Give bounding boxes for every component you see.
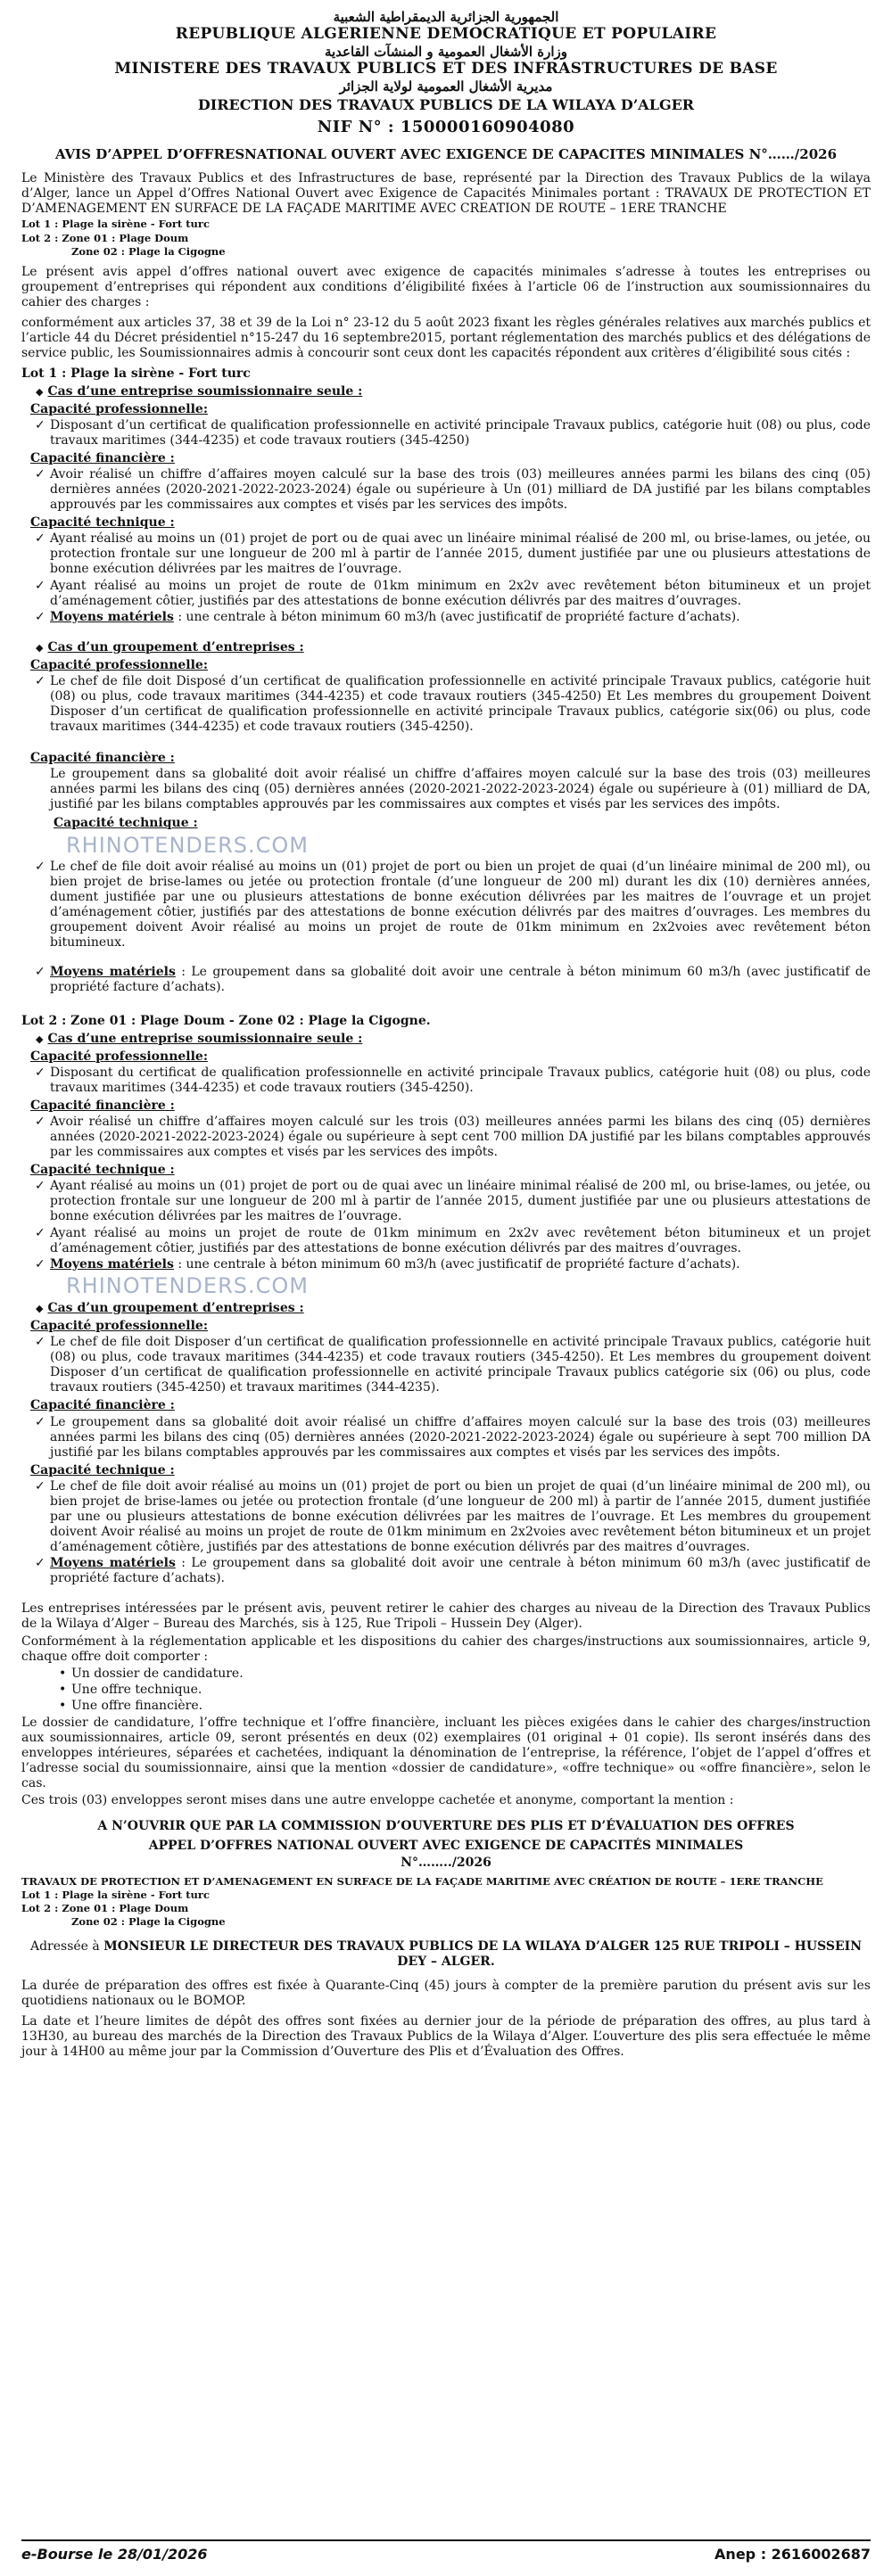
avis-title: AVIS D’APPEL D’OFFRESNATIONAL OUVERT AVEC EXIGENCE DE CAPACITES MINIMALES N°……/2026: [54, 145, 838, 162]
ministry-name: MINISTERE DES TRAVAUX PUBLICS ET DES INFRASTRUCTURES DE BASE: [114, 60, 778, 78]
duree-paragraph: La durée de préparation des offres est fixée à Quarante-Cinq (45) jours à compter de la première parution du présent avis sur les quotidiens nationaux ou le BOMOP.: [21, 1978, 871, 2008]
adresse-paragraph: [21, 1939, 871, 1970]
intro-paragraph: Le Ministère des Travaux Publics et des Infrastructures de base, représenté par la Direction des Travaux Publics de la wilaya d’Alger, lance un Appel d’Offres National Ouvert avec Exigence de Capacités Minimales portant : TRAVAUX DE PROTECTION ET D’AMENAGEMENT EN SURFACE DE LA FAÇADE MARITIME AVEC CREATION DE ROUTE – 1ERE TRANCHE: [21, 171, 871, 217]
lot-1-cap-pro-label: Capacité professionnelle:: [30, 401, 208, 416]
lot-2-case-single: ◆ Cas d’une entreprise soumissionnaire seule :: [36, 1032, 871, 1047]
lot-2-case-group: ◆ Cas d’un groupement d’entreprises :: [36, 1301, 871, 1316]
lot-2-cap-tech-1: ✓ Ayant réalisé au moins un (01) projet de port ou de quai avec un linéaire minimal réalisé de 200 ml, ou brise-lames, ou jetée, ou protection frontale sur une longueur de 200 ml à partir de l’année 2015, dument justifiée par une ou plusieurs attestations de bonne exécution délivrées par les maitres de l’ouvrage.: [50, 1179, 871, 1224]
intro-lot-1: Lot 1 : Plage la sirène - Fort turc: [21, 218, 210, 231]
lot-2-section: [21, 1014, 871, 1586]
lot-1-grp-moyens-label: Moyens matériels: [50, 965, 176, 980]
direction-name: DIRECTION DES TRAVAUX PUBLICS DE LA WILAYA D’ALGER: [197, 96, 695, 114]
offer-part-financiere: • Une offre financière.: [71, 1699, 871, 1714]
offer-part-candidature: • Un dossier de candidature.: [71, 1667, 871, 1682]
lot-1-grp-moyens: [50, 965, 871, 995]
lot-1-cap-fin: ✓ Avoir réalisé un chiffre d’affaires moyen calculé sur la base des trois (03) meilleures années parmi les bilans des cinq (05) dernières années (2020-2021-2022-2023-2024) égale ou supérieure à Un (01) milliard de DA justifié par les bilans comptables approuvés par les commissaires aux comptes et visés par les services des impôts.: [50, 467, 871, 513]
lot-2-grp-fin-label: Capacité financière :: [30, 1398, 175, 1413]
mention-lot-2: Lot 2 : Zone 01 : Plage Doum: [21, 1902, 189, 1915]
lot-1-grp-fin-label: Capacité financière :: [30, 751, 175, 766]
lot-2-grp-tech-label: Capacité technique :: [30, 1462, 175, 1477]
lot-1-grp-tech: ✓ Le chef de file doit avoir réalisé au moins un (01) projet de port ou bien un projet de quai (d’un linéaire minimal de 200 ml), ou bien projet de brise-lames ou jetée ou protection frontale (d’une longueur de 200 ml) durant les dix (10) dernières années, dument justifiée par une ou plusieurs attestations de bonne exécution délivrées par les maitres de l’ouvrage et un projet d’aménagement côtier, justifiés par des attestations de bonne exécution délivrés par des maitres d’ouvrages. Les membres du groupement doivent Avoir réalisé au moins un projet de route de 01km minimum en 2x2voies avec revêtement béton bitumineux.: [50, 860, 871, 951]
footer-bourse-date: e-Bourse le 28/01/2026: [21, 2546, 208, 2564]
lot-1-grp-pro-label: Capacité professionnelle:: [30, 657, 208, 672]
arabic-header-line: الجمهورية الجزائرية الديمقراطية الشعبية: [333, 9, 559, 25]
lot-2-cap-fin: ✓ Avoir réalisé un chiffre d’affaires moyen calculé sur les trois (03) meilleures années parmi les bilans des cinq (05) dernières années (2020-2021-2022-2023-2024) égale ou supérieure à sept cent 700 million DA justifié par les bilans comptables approuvés par les commissaires aux comptes et visés par les services des impôts.: [50, 1115, 871, 1160]
arabic-ministry-line: وزارة الأشغال العمومية و المنشآت القاعدية: [324, 44, 568, 61]
conformement-paragraph: Conformément à la réglementation applicable et les dispositions du cahier des charges/instructions aux soumissionnaires, article 9, chaque offre doit comporter :: [21, 1634, 871, 1664]
lot-1-cap-fin-label: Capacité financière :: [30, 450, 175, 465]
lot-2-cap-pro-label: Capacité professionnelle:: [30, 1049, 208, 1064]
mention-line-3: N°……../2026: [401, 1855, 491, 1870]
arabic-direction-line: مديرية الأشغال العمومية لولاية الجزائر: [339, 78, 553, 95]
mention-objet: TRAVAUX DE PROTECTION ET D’AMENAGEMENT EN SURFACE DE LA FAÇADE MARITIME AVEC CRÉATION DE ROUTE – 1ERE TRANCHE: [21, 1874, 823, 1888]
adresse-text: MONSIEUR LE DIRECTEUR DES TRAVAUX PUBLICS DE LA WILAYA D’ALGER 125 RUE TRIPOLI – HUSSEIN DEY – ALGER.: [103, 1938, 863, 1969]
lot-2-cap-tech-2: ✓ Ayant réalisé au moins un projet de route de 01km minimum en 2x2v avec revêtement béton bitumineux et un projet d’aménagement côtier, justifiés par des attestations de bonne exécution délivrés par des maitres d’ouvrages.: [50, 1226, 871, 1256]
nif-number: NIF N° : 150000160904080: [317, 117, 575, 136]
lot-1-moyens-label: Moyens matériels: [50, 609, 174, 624]
lot-1-grp-pro: ✓ Le chef de file doit Disposé d’un certificat de qualification professionnelle en activité principale Travaux publics, catégorie huit (08) ou plus, code travaux maritimes (344-4235) et code travaux routiers (345-4250) Et Les membres du groupement Doivent Disposer d’un certificat de qualification professionnelle en activité principale Travaux publics, catégorie six(06) ou plus, code travaux maritimes (344-4235) et code travaux routiers (345-4250).: [50, 674, 871, 735]
mention-line-2: APPEL D’OFFRES NATIONAL OUVERT AVEC EXIGENCE DE CAPACITÉS MINIMALES: [148, 1838, 744, 1853]
mention-line-1: A N’OUVRIR QUE PAR LA COMMISSION D’OUVERTURE DES PLIS ET D’ÉVALUATION DES OFFRES: [97, 1819, 795, 1834]
lot-2-title: Lot 2 : Zone 01 : Plage Doum - Zone 02 : Plage la Cigogne.: [21, 1014, 431, 1029]
lot-1-cap-tech-2: ✓ Ayant réalisé au moins un projet de route de 01km minimum en 2x2v avec revêtement béton bitumineux et un projet d’aménagement côtier, justifiés par des attestations de bonne exécution délivrés par des maitres d’ouvrages.: [50, 579, 871, 609]
eligibility-paragraph: Le présent avis appel d’offres national ouvert avec exigence de capacités minimales s’adresse à toutes les entreprises ou groupement d’entreprises qui répondent aux conditions d’éligibilité fixées à l’article 06 de l’instruction aux soumissionnaires du cahier des charges :: [21, 265, 871, 310]
lot-2-grp-pro: ✓ Le chef de file doit Disposer d’un certificat de qualification professionnelle en activité principale Travaux publics, catégorie huit (08) ou plus, code travaux maritimes (344-4235) et code travaux routiers (345-4250). Et Les membres du groupement doivent Disposer d’un certificat de qualification professionnelle en activité principale Travaux publics catégorie six (06) ou plus, code travaux routiers (345-4250) et travaux maritimes (344-4235).: [50, 1335, 871, 1395]
lot-2-cap-pro: ✓ Disposant du certificat de qualification professionnelle en activité principale Travaux publics, catégorie huit (08) ou plus, code travaux maritimes (344-4235) et code travaux routiers (345-4250).: [50, 1066, 871, 1096]
lot-2-moyens: [50, 1257, 871, 1272]
intro-lot-2-zone-2: Zone 02 : Plage la Cigogne: [71, 244, 226, 258]
intro-lot-2: Lot 2 : Zone 01 : Plage Doum: [21, 231, 189, 244]
lot-1-grp-moyens-text: : Le groupement dans sa globalité doit avoir une centrale à béton minimum 60 m3/h (avec justificatif de propriété facture d’achats).: [50, 965, 871, 995]
legal-basis-paragraph: conformément aux articles 37, 38 et 39 de la Loi n° 23-12 du 5 août 2023 fixant les règles générales relatives aux marchés publics et l’article 44 du Décret présidentiel n°15-247 du 16 septembre2015, portant réglementation des marchés publics et des délégations de service public, les Soumissionnaires admis à concourir sont ceux dont les capacités répondent aux critères d’éligibilité sous cités :: [21, 316, 871, 361]
lot-2-grp-moyens: [50, 1556, 871, 1586]
lot-2-cap-tech-label: Capacité technique :: [30, 1163, 175, 1178]
lot-1-cap-pro: ✓ Disposant d’un certificat de qualification professionnelle en activité principale Travaux publics, catégorie huit (08) ou plus, code travaux maritimes (344-4235) et code travaux routiers (345-4250): [50, 418, 871, 449]
adresse-label: Adressée à: [29, 1938, 104, 1954]
lot-1-section: [21, 366, 871, 995]
date-paragraph: La date et l’heure limites de dépôt des offres sont fixées au dernier jour de la période de préparation des offres, au plus tard à 13H30, au bureau des marchés de la Direction des Travaux Publics de la Wilaya d’Alger. L’ouverture des plis sera effectuée le même jour à 14H00 au même jour par la Commission d’Ouverture des Plis et d’Évaluation des Offres.: [21, 2013, 871, 2059]
footer-bar: [21, 2539, 871, 2568]
lot-2-moyens-text: : une centrale à béton minimum 60 m3/h (avec justificatif de propriété facture d’achats).: [173, 1256, 740, 1272]
lot-2-moyens-label: Moyens matériels: [50, 1256, 174, 1272]
lot-1-moyens: [50, 610, 871, 625]
lot-1-grp-tech-label: Capacité technique :: [54, 815, 198, 830]
dossier-paragraph: Le dossier de candidature, l’offre technique et l’offre financière, incluant les pièces exigées dans le cahier des charges/instruction aux soumissionnaires, article 09, seront présentés en deux (02) exemplaires (01 original + 01 copie). Ils seront insérés dans des enveloppes intérieures, séparées et cachetées, indiquant la dénomination de l’entreprise, la référence, l’objet de l’appel d’offres et l’adresse social du soumissionnaire, ainsi que la mention «dossier de candidature», «offre technique» ou «offre financière», selon le cas.: [21, 1715, 871, 1791]
lot-2-grp-moyens-text: : Le groupement dans sa globalité doit avoir une centrale à béton minimum 60 m3/h (avec justificatif de propriété facture d’achats).: [50, 1556, 871, 1586]
envelope-mention: [21, 1819, 871, 1928]
mention-lot-2-zone-2: Zone 02 : Plage la Cigogne: [71, 1915, 226, 1929]
lot-1-case-single: ◆ Cas d’une entreprise soumissionnaire seule :: [36, 384, 871, 399]
lot-2-grp-moyens-label: Moyens matériels: [50, 1556, 176, 1571]
lot-2-cap-fin-label: Capacité financière :: [30, 1098, 175, 1113]
mention-lot-1: Lot 1 : Plage la sirène - Fort turc: [21, 1888, 210, 1901]
lot-1-case-group: ◆ Cas d’un groupement d’entreprises :: [36, 640, 871, 655]
watermark-rhinotenders-1: RHINOTENDERS.COM: [66, 832, 309, 858]
lot-1-grp-fin: Le groupement dans sa globalité doit avoir réalisé un chiffre d’affaires moyen calculé sur la base des trois (03) meilleures années parmi les bilans des cinq (05) dernières années (2020-2021-2022-2023-2024) égale ou supérieure à (01) milliard de DA, justifié par les bilans comptables approuvés par les commissaires aux comptes et visés par les services des impôts.: [50, 767, 871, 812]
watermark-rhinotenders-2: RHINOTENDERS.COM: [66, 1272, 309, 1298]
lot-2-grp-tech: ✓ Le chef de file doit avoir réalisé au moins un (01) projet de port ou bien un projet de quai (d’un linéaire minimal de 200 ml), ou bien projet de brise-lames ou jetée ou protection frontale (d’une longueur de 200 ml) à partir de l’année 2015, dument justifiée par une ou plusieurs attestations de bonne exécution délivrées par les maitres de l’ouvrage. Et Les membres du groupement doivent Avoir réalisé au moins un projet de route de 01km minimum en 2x2voies avec revêtement béton bitumineux et un projet d’aménagement côtière, justifiés par des attestations de bonne exécution délivrés par des maitres d’ouvrages.: [50, 1479, 871, 1555]
lot-1-moyens-text: : une centrale à béton minimum 60 m3/h (avec justificatif de propriété facture d’achats).: [173, 609, 740, 624]
lot-2-grp-pro-label: Capacité professionnelle:: [30, 1319, 208, 1334]
lot-1-cap-tech-label: Capacité technique :: [30, 515, 175, 531]
republic-name: REPUBLIQUE ALGERIENNE DEMOCRATIQUE ET POPULAIRE: [175, 25, 717, 44]
offer-part-technique: • Une offre technique.: [71, 1683, 871, 1698]
enveloppes-paragraph: Ces trois (03) enveloppes seront mises dans une autre enveloppe cachetée et anonyme, comportant la mention :: [21, 1793, 734, 1808]
letterhead: [21, 9, 871, 137]
retrait-paragraph: Les entreprises intéressées par le présent avis, peuvent retirer le cahier des charges au niveau de la Direction des Travaux Publics de la Wilaya d’Alger – Bureau des Marchés, sis à 125, Rue Tripoli – Hussein Dey (Alger).: [21, 1601, 871, 1632]
footer-anep-number: Anep : 2616002687: [714, 2546, 871, 2564]
lot-2-grp-fin: ✓ Le groupement dans sa globalité doit avoir réalisé un chiffre d’affaires moyen calculé sur la base des trois (03) meilleures années parmi les bilans des cinq (05) dernières années (2020-2021-2022-2023-2024) égale ou supérieure à sept 700 million DA justifié par les bilans comptables approuvés par les commissaires aux comptes et visés par les services des impôts.: [50, 1415, 871, 1461]
lot-1-title: Lot 1 : Plage la sirène - Fort turc: [21, 366, 251, 382]
lot-1-cap-tech-1: ✓ Ayant réalisé au moins un (01) projet de port ou de quai avec un linéaire minimal réalisé de 200 ml, ou brise-lames, ou jetée, ou protection frontale sur une longueur de 200 ml à partir de l’année 2015, dument justifiée par une ou plusieurs attestations de bonne exécution délivrées par les maitres de l’ouvrage.: [50, 531, 871, 577]
